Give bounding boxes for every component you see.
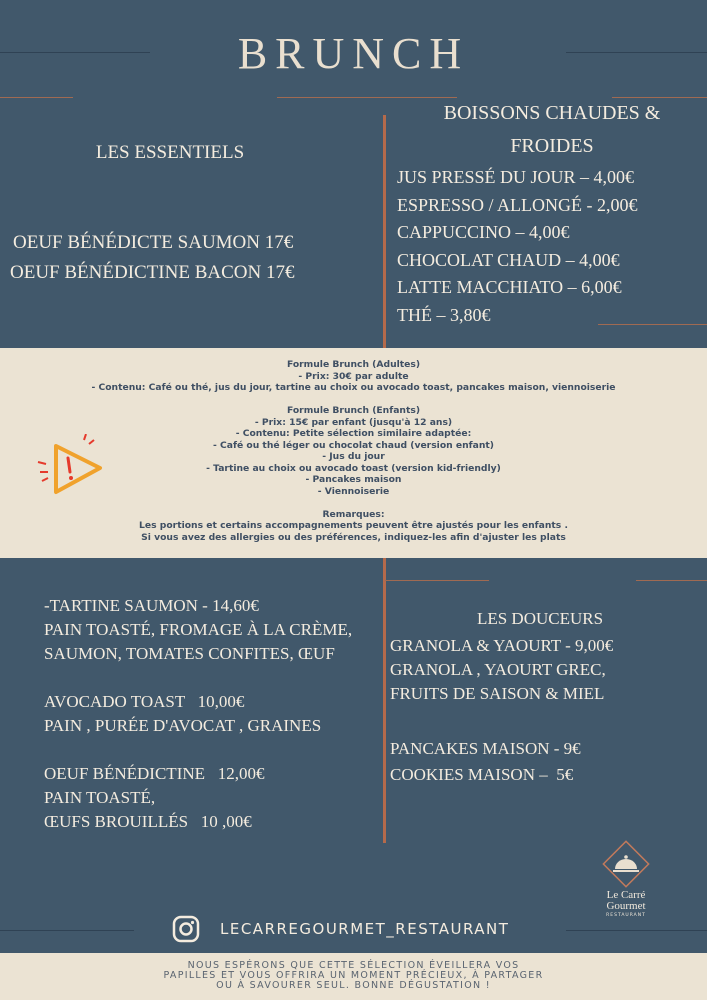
social-divider-left bbox=[0, 930, 134, 931]
cookies-item: COOKIES MAISON – 5€ bbox=[390, 765, 574, 784]
boissons-heading-2: FROIDES bbox=[510, 135, 594, 157]
avocado-desc: PAIN , PURÉE D'AVOCAT , GRAINES bbox=[44, 716, 322, 735]
granola-block bbox=[390, 634, 613, 706]
remarques-title: Remarques: bbox=[322, 508, 385, 520]
formule-adultes-line: - Contenu: Café ou thé, jus du jour, tartine au choix ou avocado toast, pancakes maison, viennoiserie bbox=[91, 382, 616, 393]
tartine-desc: SAUMON, TOMATES CONFITES, ŒUF bbox=[44, 644, 335, 663]
accent-divider-2 bbox=[277, 97, 457, 98]
drink-item: CAPPUCCINO – 4,00€ bbox=[397, 222, 570, 242]
formule-enfants-line: - Contenu: Petite sélection similaire adaptée: bbox=[235, 428, 472, 439]
accent-divider-1 bbox=[0, 97, 73, 98]
oeuf-desc: ŒUFS BROUILLÉS 10 ,00€ bbox=[44, 812, 252, 831]
instagram-handle: LECARREGOURMET_RESTAURANT bbox=[220, 920, 510, 938]
footer-line: OU À SAVOURER SEUL. BONNE DÉGUSTATION ! bbox=[216, 980, 491, 991]
formule-enfants-line: - Tartine au choix ou avocado toast (version kid-friendly) bbox=[206, 462, 501, 474]
cloche-icon bbox=[598, 836, 654, 892]
tartine-block bbox=[44, 594, 352, 666]
logo-name: Le Carré bbox=[606, 889, 646, 901]
accent-divider-3 bbox=[612, 97, 707, 98]
formule-enfants-line: - Prix: 15€ par enfant (jusqu'à 12 ans) bbox=[254, 416, 453, 428]
formule-enfants-title: Formule Brunch (Enfants) bbox=[286, 405, 421, 416]
footer-line: PAPILLES ET VOUS OFFRIRA UN MOMENT PRÉCIEUX, À PARTAGER bbox=[163, 970, 544, 981]
essentiels-item: OEUF BÉNÉDICTINE BACON 17€ bbox=[10, 262, 295, 283]
granola-desc: FRUITS DE SAISON & MIEL bbox=[390, 684, 605, 703]
instagram-icon bbox=[172, 915, 200, 943]
tartine-title: -TARTINE SAUMON - 14,60€ bbox=[44, 596, 259, 615]
drink-item: CHOCOLAT CHAUD – 4,00€ bbox=[397, 250, 620, 270]
oeuf-title: OEUF BÉNÉDICTINE 12,00€ bbox=[44, 764, 265, 783]
drink-item: LATTE MACCHIATO – 6,00€ bbox=[397, 277, 622, 297]
formule-adultes-title: Formule Brunch (Adultes) bbox=[286, 359, 421, 370]
avocado-block bbox=[44, 690, 321, 738]
drink-item: JUS PRESSÉ DU JOUR – 4,00€ bbox=[397, 167, 635, 187]
accent-divider-4 bbox=[598, 324, 707, 325]
oeuf-desc: PAIN TOASTÉ, bbox=[44, 788, 156, 807]
avocado-title: AVOCADO TOAST 10,00€ bbox=[44, 692, 245, 711]
restaurant-logo bbox=[594, 836, 658, 920]
formule-band bbox=[0, 348, 707, 558]
boissons-heading: BOISSONS CHAUDES & bbox=[443, 102, 661, 124]
accent-divider-6 bbox=[636, 580, 707, 581]
logo-subtitle: RESTAURANT bbox=[606, 913, 646, 918]
formule-enfants-line: - Café ou thé léger ou chocolat chaud (version enfant) bbox=[213, 439, 494, 451]
formule-enfants-line: - Pancakes maison bbox=[305, 474, 402, 485]
douceurs-heading: LES DOUCEURS bbox=[476, 609, 604, 628]
essentiels-heading: LES ESSENTIELS bbox=[95, 142, 245, 163]
page-title: BRUNCH bbox=[237, 29, 470, 78]
formule-text bbox=[0, 359, 707, 543]
drink-item: THÉ – 3,80€ bbox=[397, 305, 491, 325]
essentiels-item: OEUF BÉNÉDICTE SAUMON 17€ bbox=[13, 232, 294, 253]
granola-desc: GRANOLA , YAOURT GREC, bbox=[390, 660, 606, 679]
formule-enfants-line: - Jus du jour bbox=[322, 451, 385, 462]
footer-line: NOUS ESPÉRONS QUE CETTE SÉLECTION ÉVEILLERA VOS bbox=[187, 960, 520, 971]
footer-message bbox=[0, 953, 707, 991]
social-divider-right bbox=[566, 930, 707, 931]
instagram-link[interactable] bbox=[172, 914, 509, 944]
accent-divider-5 bbox=[385, 580, 489, 581]
column-divider-top bbox=[383, 115, 386, 348]
remarques-line: Les portions et certains accompagnements peuvent être ajustés pour les enfants . bbox=[139, 520, 568, 531]
tartine-desc: PAIN TOASTÉ, FROMAGE À LA CRÈME, bbox=[44, 620, 353, 639]
drink-item: ESPRESSO / ALLONGÉ - 2,00€ bbox=[397, 195, 638, 215]
formule-enfants-line: - Viennoiserie bbox=[317, 485, 390, 497]
granola-title: GRANOLA & YAOURT - 9,00€ bbox=[390, 636, 614, 655]
pancakes-item: PANCAKES MAISON - 9€ bbox=[390, 739, 581, 758]
remarques-line: Si vous avez des allergies ou des préférences, indiquez-les afin d'ajuster les plats bbox=[141, 531, 566, 543]
formule-adultes-line: - Prix: 30€ par adulte bbox=[298, 370, 409, 382]
footer-band bbox=[0, 953, 707, 1000]
logo-name-2: Gourmet bbox=[606, 900, 646, 912]
column-divider-bottom bbox=[383, 558, 386, 843]
sweets-block bbox=[390, 737, 581, 787]
oeuf-block bbox=[44, 762, 265, 834]
